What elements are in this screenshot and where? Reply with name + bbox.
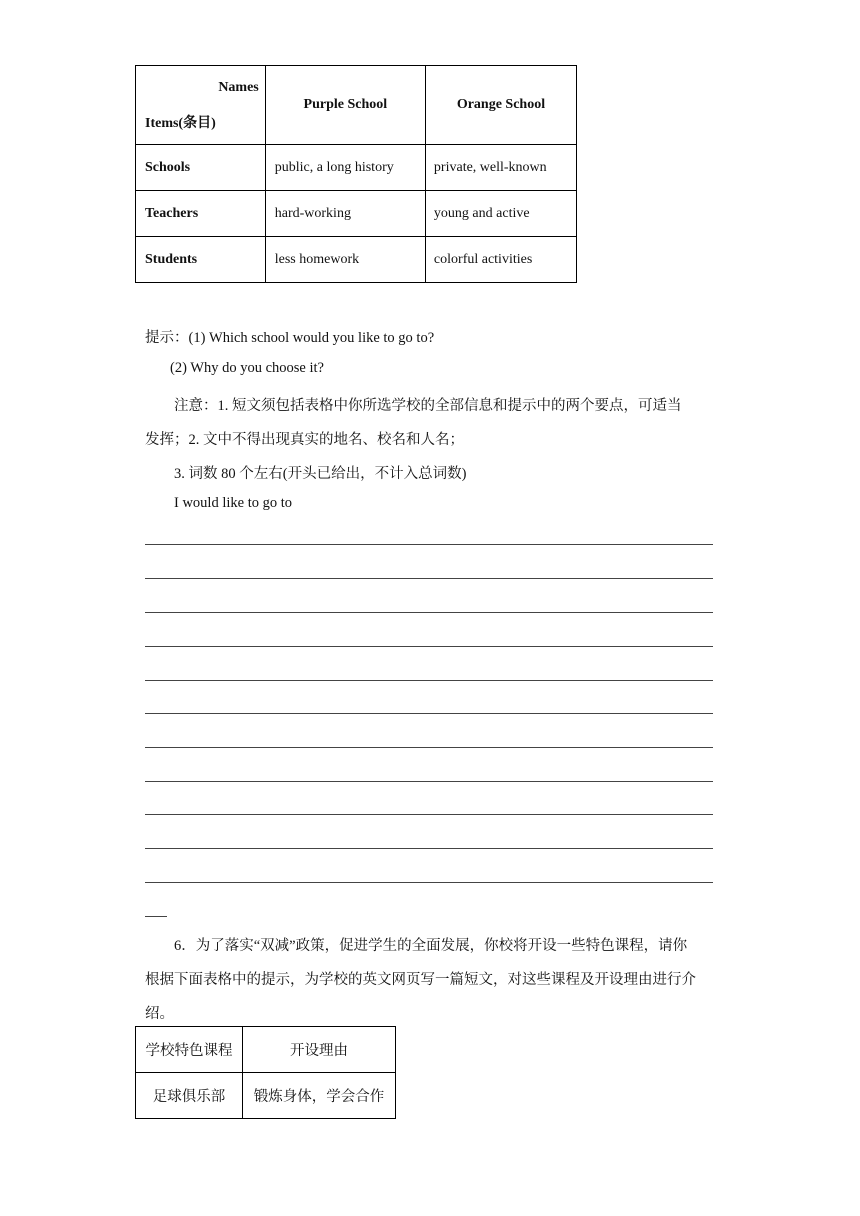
answer-line <box>145 646 713 647</box>
answer-line <box>145 781 713 782</box>
question-6-line-1: 6．为了落实“双减”政策，促进学生的全面发展，你校将开设一些特色课程，请你 <box>174 938 688 954</box>
note-line-2: 发挥；2. 文中不得出现真实的地名、校名和人名； <box>145 432 464 448</box>
answer-line <box>145 544 713 545</box>
row-label-schools: Schools <box>136 145 266 191</box>
question-6-line-3: 绍。 <box>145 1006 174 1022</box>
note-line-1: 注意：1. 短文须包括表格中你所选学校的全部信息和提示中的两个要点，可适当 <box>174 398 682 414</box>
answer-line <box>145 680 713 681</box>
cell-orange-schools: private, well-known <box>425 145 576 191</box>
row-label-teachers: Teachers <box>136 191 266 237</box>
answer-line <box>145 612 713 613</box>
hint-question-1: 提示：(1) Which school would you like to go to? <box>145 330 435 346</box>
cell-orange-teachers: young and active <box>425 191 576 237</box>
reason-header: 开设理由 <box>243 1027 396 1073</box>
hint-question-2: (2) Why do you choose it? <box>170 360 324 376</box>
reason-football-club: 锻炼身体，学会合作 <box>243 1073 396 1119</box>
header-names: Names <box>218 80 259 95</box>
answer-line <box>145 713 713 714</box>
essay-opening: I would like to go to <box>174 495 293 511</box>
course-football-club: 足球俱乐部 <box>136 1073 243 1119</box>
header-items: Items(条目) <box>145 116 216 131</box>
cell-purple-teachers: hard-working <box>265 191 425 237</box>
note-line-3: 3. 词数 80 个左右(开头已给出，不计入总词数) <box>174 466 467 482</box>
header-diagonal-cell <box>136 66 266 145</box>
row-label-students: Students <box>136 237 266 283</box>
cell-purple-students: less homework <box>265 237 425 283</box>
answer-line <box>145 882 713 883</box>
school-comparison-table <box>135 65 577 283</box>
question-6-line-2: 根据下面表格中的提示，为学校的英文网页写一篇短文，对这些课程及开设理由进行介 <box>145 972 696 988</box>
answer-line <box>145 747 713 748</box>
answer-line <box>145 814 713 815</box>
course-table <box>135 1026 396 1119</box>
cell-purple-schools: public, a long history <box>265 145 425 191</box>
header-orange-school: Orange School <box>425 66 576 145</box>
cell-orange-students: colorful activities <box>425 237 576 283</box>
answer-line-end <box>145 916 167 917</box>
answer-line <box>145 848 713 849</box>
header-purple-school: Purple School <box>265 66 425 145</box>
course-header: 学校特色课程 <box>136 1027 243 1073</box>
answer-line <box>145 578 713 579</box>
